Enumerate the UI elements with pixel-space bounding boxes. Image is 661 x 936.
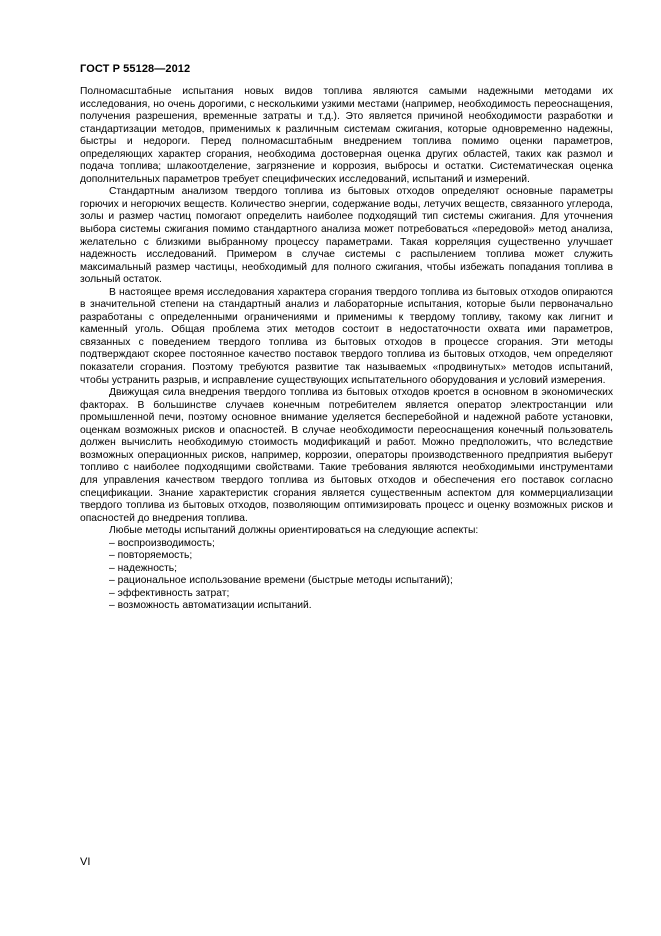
list-item: – повторяемость; [109, 550, 193, 562]
aspects-list [80, 538, 613, 613]
paragraph-driving-force: Движущая сила внедрения твердого топлива из бытовых отходов кроется в основном в экономических факторах. В большинстве случаев конечным потребителем является оператор электростанции или промышленной печи, поэтому основное внимание уделяется бесперебойной и надежной работе установки, оценкам возможных рисков и опасностей. В случае необходимости переоснащения конечный пользователь должен вычислить необходимую стоимость модификаций и работ. Можно предположить, что вследствие возможных операционных рисков, например, коррозии, операторы производственного предприятия выберут топливо с наиболее подходящими свойствами. Такие требования являются необходимыми инструментами для управления качеством твердого топлива из бытовых отходов и обеспечения его поставок согласно спецификации. Знание характеристик сгорания является существенным аспектом для коммерциализации твердого топлива из бытовых отходов, позволяющим оптимизировать процесс и оценку возможных рисков и опасностей до внедрения топлива. [80, 387, 613, 524]
body-text [80, 86, 613, 613]
list-intro: Любые методы испытаний должны ориентироваться на следующие аспекты: [109, 525, 479, 537]
list-item: – рациональное использование времени (быстрые методы испытаний); [109, 575, 453, 587]
paragraph-current-research: В настоящее время исследования характера сгорания твердого топлива из бытовых отходов опираются в значительной степени на стандартный анализ и лабораторные испытания, которые были первоначально разработаны с определенными ограничениями и применимы к твердому топливу, такому как лигнит и каменный уголь. Общая проблема этих методов состоит в недостаточности охвата ими параметров, связанных с поведением твердого топлива из бытовых отходов в процессе сгорания. Эти методы подтверждают скорее постоянное качество поставок твердого топлива из бытовых отходов, чем определяют показатели сгорания. Поэтому требуются развитие так называемых «продвинутых» методов испытаний, чтобы устранить разрыв, и исправление существующих испытательного оборудования и условий измерения. [80, 286, 613, 386]
paragraph-intro: Полномасштабные испытания новых видов топлива являются самыми надежными методами их исследования, но очень дорогими, с несколькими узкими местами (например, необходимость переоснащения, получения разрешения, временные затраты и т.д.). Это является причиной необходимости разработки и стандартизации методов, применимых к различным системам сжигания, которые одновременно надежны, быстры и недороги. Перед полномасштабным внедрением топлива помимо оценки параметров, определяющих характер сгорания, необходима достоверная оценка других областей, таких как размол и подача топлива; шлакоотделение, загрязнение и коррозия, выбросы и остатки. Систематическая оценка дополнительных параметров требует специфических исследований, испытаний и измерений. [80, 86, 613, 185]
list-item: – возможность автоматизации испытаний. [109, 600, 312, 612]
paragraph-standard-analysis: Стандартным анализом твердого топлива из бытовых отходов определяют основные параметры горючих и негорючих веществ. Количество энергии, содержание воды, летучих веществ, связанного углерода, золы и размер частиц помогают определить наиболее подходящий тип системы сжигания. Для уточнения выбора системы сжигания помимо стандартного анализа может потребоваться «передовой» метод анализа, желательно с близкими выбранному процессу параметрами. Такая корреляция существенно улучшает надежность исследований. Примером в случае системы с распылением топлива может служить максимальный размер частицы, необходимый для полного сжигания, чтобы избежать попадания топлива в зольный остаток. [80, 186, 613, 286]
page-number: VI [80, 856, 91, 868]
list-item: – эффективность затрат; [109, 587, 230, 599]
list-item: – воспроизводимость; [109, 537, 215, 549]
list-item: – надежность; [109, 562, 178, 574]
standard-header: ГОСТ Р 55128—2012 [80, 63, 191, 75]
